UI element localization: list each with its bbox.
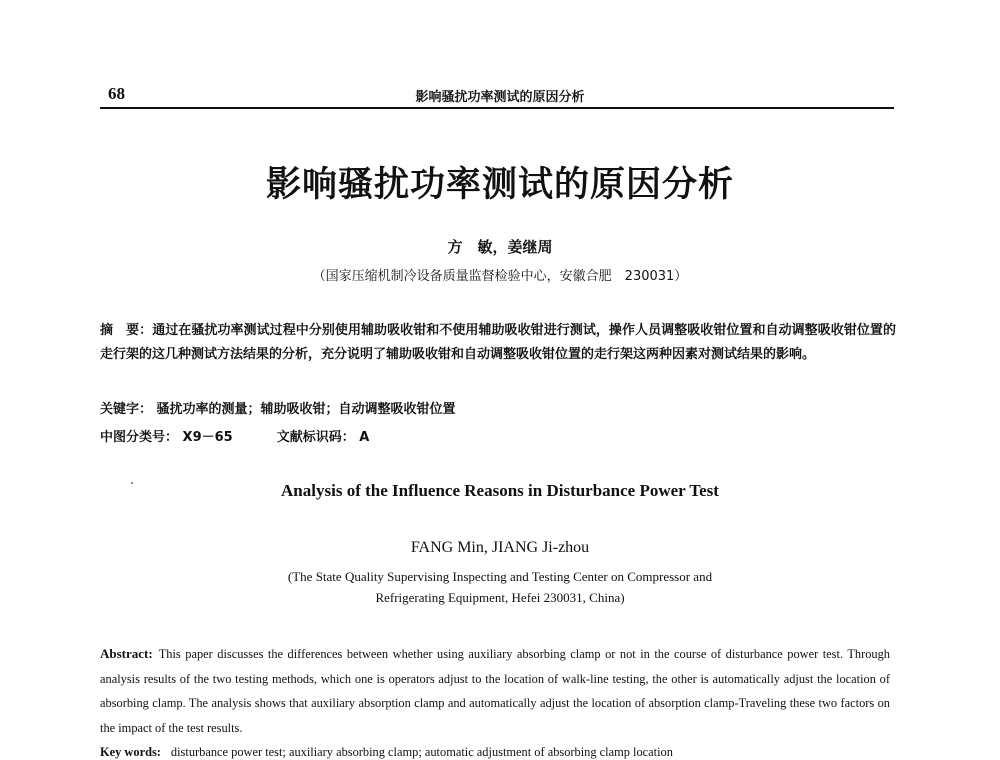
english-abstract <box>100 642 890 740</box>
english-affiliation-line-1: (The State Quality Supervising Inspecting and Testing Center on Compressor and <box>287 569 713 584</box>
english-affiliation-line-2: Refrigerating Equipment, Hefei 230031, China) <box>375 590 625 605</box>
chinese-keywords-text: 骚扰功率的测量；辅助吸收钳；自动调整吸收钳位置 <box>156 402 456 417</box>
running-header-title: 影响骚扰功率测试的原因分析 <box>415 90 585 105</box>
english-abstract-text: This paper discusses the differences between whether using auxiliary absorbing clamp or not in the course of disturbance power test. Through analysis results of the two testing methods, which one is operators adjust to the location of walk-line testing, the other is automatically adjust the location of absorbing clamp. The analysis shows that auxiliary absorption clamp and automatically adjust the location of absorption clamp-Traveling these two factors on the impact of the test results. <box>100 647 890 735</box>
english-keywords-text: disturbance power test; auxiliary absorbing clamp; automatic adjustment of absorbing clamp location <box>170 745 673 759</box>
document-code-value: A <box>359 430 370 445</box>
english-title: Analysis of the Influence Reasons in Disturbance Power Test <box>281 481 719 500</box>
chinese-keywords-label: 关键字： <box>100 402 153 417</box>
english-keywords-label: Key words: <box>100 745 161 759</box>
english-abstract-label: Abstract: <box>100 646 153 661</box>
chinese-affiliation: （国家压缩机制冷设备质量监督检验中心，安徽合肥 230031） <box>312 269 688 284</box>
chinese-classification <box>100 426 369 445</box>
chinese-abstract-text: 通过在骚扰功率测试过程中分别使用辅助吸收钳和不使用辅助吸收钳进行测试，操作人员调整吸收钳位置和自动调整吸收钳位置的走行架的这几种测试方法结果的分析，充分说明了辅助吸收钳和自动调整吸收钳位置的走行架这两种因素对测试结果的影响。 <box>100 323 896 362</box>
chinese-authors: 方 敏，姜继周 <box>447 238 553 256</box>
english-keywords <box>100 745 673 760</box>
header-rule <box>100 107 894 109</box>
chinese-abstract-label: 摘 要： <box>100 323 153 338</box>
chinese-title: 影响骚扰功率测试的原因分析 <box>265 164 734 205</box>
chinese-abstract <box>100 319 896 367</box>
english-authors: FANG Min, JIANG Ji-zhou <box>410 539 590 556</box>
classification-value: X9－65 <box>182 430 233 445</box>
page-number: 68 <box>108 84 125 103</box>
document-code-label: 文献标识码： <box>276 430 355 445</box>
classification-label: 中图分类号： <box>100 430 179 445</box>
english-affiliation <box>0 566 1000 608</box>
chinese-keywords <box>100 398 456 417</box>
